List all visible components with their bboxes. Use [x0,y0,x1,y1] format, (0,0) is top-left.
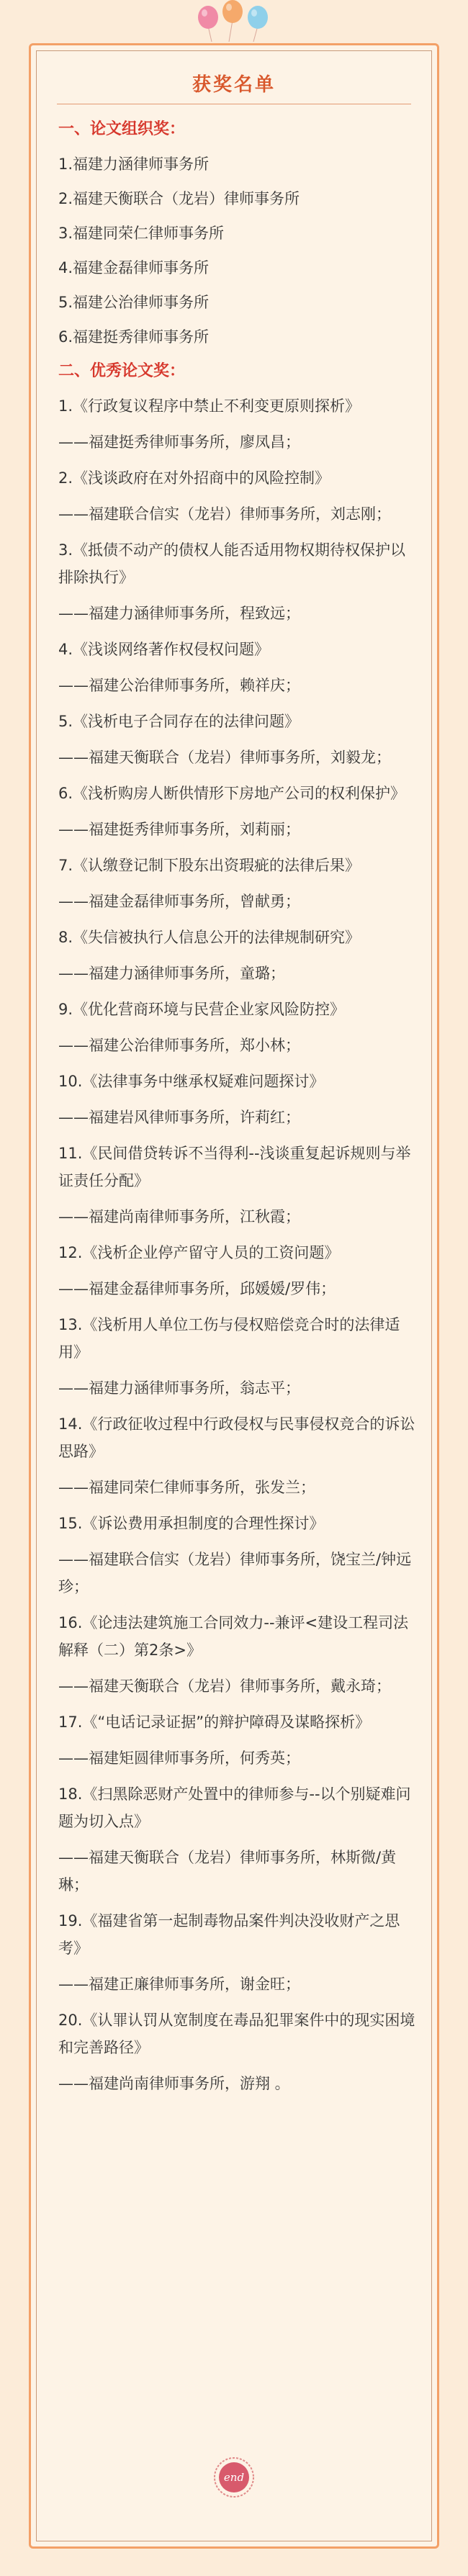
list-item: 5.福建公治律师事务所 [58,294,210,311]
paper-title: 10.《法律事务中继承权疑难问题探讨》 [58,1073,325,1090]
paper-title: 9.《优化营商环境与民营企业家风险防控》 [58,1001,346,1018]
orange-balloon-icon [222,0,243,42]
list-item: 4.福建金磊律师事务所 [58,259,210,276]
paper-title: 19.《福建省第一起制毒物品案件判决没收财产之思考》 [58,1912,400,1957]
paper-title: 3.《抵债不动产的债权人能否适用物权期待权保护以排除执行》 [58,541,406,586]
paper-title: 4.《浅谈网络著作权侵权问题》 [58,641,270,658]
paper-title: 18.《扫黑除恶财产处置中的律师参与--以个别疑难问题为切入点》 [58,1785,411,1830]
paper-title: 2.《浅谈政府在对外招商中的风险控制》 [58,469,330,487]
excellent-paper-award-list [53,392,415,2097]
organization-award-list [53,150,415,351]
paper-author: ——福建力涵律师事务所，程致远； [58,605,300,622]
paper-author: ——福建联合信实（龙岩）律师事务所，饶宝兰/钟远珍； [58,1551,412,1595]
end-stamp-icon [212,2456,256,2499]
paper-title: 13.《浅析用人单位工伤与侵权赔偿竞合时的法律适用》 [58,1316,400,1361]
paper-title: 8.《失信被执行人信息公开的法律规制研究》 [58,929,361,946]
paper-author: ——福建挺秀律师事务所，刘莉丽； [58,821,300,838]
paper-author: ——福建金磊律师事务所，邱媛媛/罗伟； [58,1280,336,1297]
list-item: 1.福建力涵律师事务所 [58,156,210,173]
paper-title: 6.《浅析购房人断供情形下房地产公司的权利保护》 [58,785,406,802]
blue-balloon-icon [248,6,268,42]
paper-title: 5.《浅析电子合同存在的法律问题》 [58,713,300,730]
paper-author: ——福建挺秀律师事务所，廖凤昌； [58,433,300,451]
paper-title: 20.《认罪认罚从宽制度在毒品犯罪案件中的现实困境和完善路径》 [58,2012,415,2056]
page-title: 获奖名单 [192,74,276,96]
section-heading-organization-award: 一、论文组织奖： [58,120,186,138]
paper-title: 12.《浅析企业停产留守人员的工资问题》 [58,1244,340,1261]
paper-author: ——福建金磊律师事务所，曾献勇； [58,893,300,910]
paper-author: ——福建同荣仁律师事务所，张发兰； [58,1479,315,1496]
pink-balloon-icon [198,6,218,42]
paper-author: ——福建公治律师事务所，赖祥庆； [58,677,300,694]
paper-author: ——福建天衡联合（龙岩）律师事务所，戴永琦； [58,1677,391,1695]
paper-author: ——福建联合信实（龙岩）律师事务所，刘志刚； [58,505,391,523]
paper-title: 11.《民间借贷转诉不当得利--浅谈重复起诉规则与举证责任分配》 [58,1145,411,1189]
paper-title: 1.《行政复议程序中禁止不利变更原则探析》 [58,397,361,415]
award-list-frame [29,43,439,2549]
paper-author: ——福建天衡联合（龙岩）律师事务所，林斯微/黄琳； [58,1849,397,1893]
paper-author: ——福建公治律师事务所，郑小林； [58,1037,300,1054]
paper-title: 17.《“电话记录证据”的辩护障碍及谋略探析》 [58,1713,371,1731]
paper-author: ——福建力涵律师事务所，童璐； [58,965,285,982]
list-item: 2.福建天衡联合（龙岩）律师事务所 [58,190,300,207]
list-item: 3.福建同荣仁律师事务所 [58,225,225,242]
paper-title: 16.《论违法建筑施工合同效力--兼评<建设工程司法解释（二）第2条>》 [58,1614,409,1659]
paper-author: ——福建尚南律师事务所，江秋霞； [58,1208,300,1225]
paper-author: ——福建尚南律师事务所，游翔 。 [58,2075,290,2092]
award-list-panel [36,50,432,2541]
paper-author: ——福建正廉律师事务所，谢金旺； [58,1976,300,1993]
paper-author: ——福建岩风律师事务所，许莉红； [58,1109,300,1126]
paper-author: ——福建矩圆律师事务所，何秀英； [58,1749,300,1767]
paper-author: ——福建天衡联合（龙岩）律师事务所，刘毅龙； [58,749,391,766]
balloons-decoration [0,0,468,43]
paper-title: 14.《行政征收过程中行政侵权与民事侵权竞合的诉讼思路》 [58,1415,415,1460]
end-stamp-label: end [223,2471,245,2484]
paper-author: ——福建力涵律师事务所，翁志平； [58,1379,300,1397]
paper-title: 15.《诉讼费用承担制度的合理性探讨》 [58,1515,325,1532]
list-item: 6.福建挺秀律师事务所 [58,328,210,346]
section-heading-excellent-paper-award: 二、优秀论文奖： [58,362,186,380]
paper-title: 7.《认缴登记制下股东出资瑕疵的法律后果》 [58,857,361,874]
